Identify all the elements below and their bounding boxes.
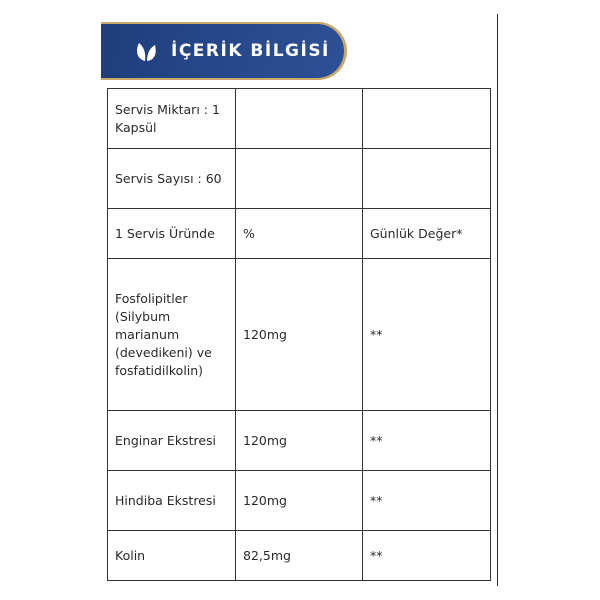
ingredient-cell: Servis Miktarı : 1 Kapsül bbox=[108, 89, 236, 149]
ingredient-cell: Enginar Ekstresi bbox=[108, 411, 236, 471]
daily-value-cell: ** bbox=[363, 471, 491, 531]
banner-title: İÇERİK BİLGİSİ bbox=[171, 41, 330, 61]
amount-cell: 120mg bbox=[236, 471, 363, 531]
amount-cell: % bbox=[236, 209, 363, 259]
ingredient-cell: Servis Sayısı : 60 bbox=[108, 149, 236, 209]
banner-body bbox=[101, 24, 344, 78]
table-row bbox=[108, 209, 491, 259]
daily-value-cell bbox=[363, 149, 491, 209]
ingredient-cell: Fosfolipitler (Silybum marianum (devedikeni) ve fosfatidilkolin) bbox=[108, 259, 236, 411]
daily-value-cell: ** bbox=[363, 411, 491, 471]
content-info-banner bbox=[101, 22, 347, 80]
daily-value-cell: Günlük Değer* bbox=[363, 209, 491, 259]
daily-value-cell: ** bbox=[363, 531, 491, 581]
amount-cell: 120mg bbox=[236, 411, 363, 471]
ingredient-cell: 1 Servis Üründe bbox=[108, 209, 236, 259]
ingredient-table bbox=[107, 88, 491, 581]
leaf-icon bbox=[133, 38, 159, 64]
amount-cell bbox=[236, 149, 363, 209]
table-row bbox=[108, 411, 491, 471]
amount-cell: 82,5mg bbox=[236, 531, 363, 581]
table-row bbox=[108, 149, 491, 209]
amount-cell: 120mg bbox=[236, 259, 363, 411]
daily-value-cell: ** bbox=[363, 259, 491, 411]
ingredient-cell: Hindiba Ekstresi bbox=[108, 471, 236, 531]
table-row bbox=[108, 531, 491, 581]
daily-value-cell bbox=[363, 89, 491, 149]
table-row bbox=[108, 471, 491, 531]
table-row bbox=[108, 89, 491, 149]
amount-cell bbox=[236, 89, 363, 149]
table-row bbox=[108, 259, 491, 411]
right-divider-line bbox=[497, 14, 498, 586]
ingredient-cell: Kolin bbox=[108, 531, 236, 581]
